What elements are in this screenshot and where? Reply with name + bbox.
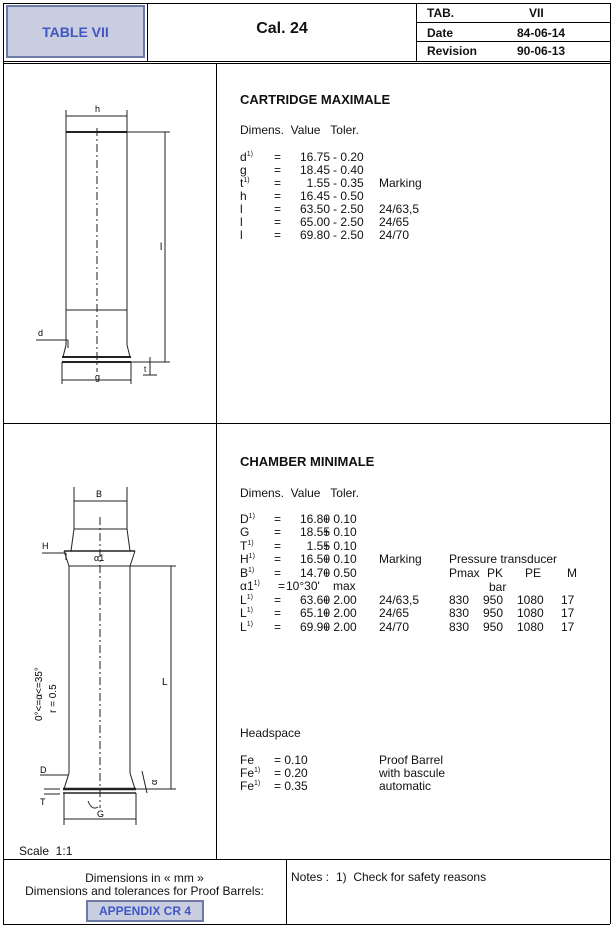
cartridge-row-3-value: 16.45 (299, 189, 330, 203)
appendix-badge (86, 900, 204, 922)
cartridge-row-6-dim-symbol: l (240, 228, 243, 242)
headspace-row-2-dim-symbol: Fe (240, 779, 255, 793)
headspace-row-1-dim-symbol: Fe (240, 766, 255, 780)
footer-dimensions-line2: Dimensions and tolerances for Proof Barrels: (25, 884, 264, 898)
label-L: L (162, 677, 168, 688)
pressure-row-0-pk: 950 (483, 593, 504, 607)
chamber-row-6-dim-symbol: L (240, 593, 247, 607)
cartridge-row-1-eq: = (274, 163, 282, 177)
pressure-col-pmax: Pmax (449, 566, 480, 580)
header-divider-2 (416, 3, 417, 61)
cartridge-row-2-dim-footnote: 1) (243, 177, 250, 184)
revision-label: Revision (427, 44, 478, 58)
headspace-row-2-dim (240, 780, 260, 793)
label-H: H (42, 541, 49, 551)
label-t: t (144, 365, 147, 374)
appendix-label: APPENDIX CR 4 (98, 904, 192, 918)
revision-value: 90-06-13 (517, 44, 566, 58)
footer-divider (3, 859, 610, 860)
chamber-row-3-note: Marking (379, 552, 422, 566)
chamber-row-1-eq: = (274, 525, 282, 539)
cartridge-row-3-dim-symbol: h (240, 189, 247, 203)
headspace-row-2-dim-footnote: 1) (254, 780, 261, 787)
chamber-row-0-tol: + 0.10 (323, 512, 357, 526)
label-d: d (38, 328, 44, 338)
chamber-row-3-eq: = (274, 552, 282, 566)
label-D: D (40, 765, 47, 775)
cartridge-row-2-value: 1.55 (306, 176, 330, 190)
cartridge-row-5-tol: - 2.50 (333, 215, 364, 229)
footer-dimensions-line1: Dimensions in « mm » (85, 871, 204, 885)
angle-note: 0°<=α<=35° (34, 667, 45, 721)
label-G: G (97, 809, 105, 819)
chamber-row-8-note: 24/70 (379, 620, 410, 634)
cartridge-row-4-note: 24/63,5 (379, 202, 420, 216)
pressure-col-pe: PE (525, 566, 542, 580)
label-B: B (96, 489, 103, 499)
chamber-row-7-dim-footnote: 1) (246, 607, 253, 614)
chamber-row-4-value: 14.70 (299, 566, 330, 580)
chamber-row-4-eq: = (274, 566, 282, 580)
pressure-row-2-pe: 1080 (517, 620, 544, 634)
pressure-row-2-m: 17 (561, 620, 575, 634)
chamber-row-8-value: 69.90 (299, 620, 330, 634)
frame-right (610, 3, 611, 924)
headspace-row-1-dim-footnote: 1) (254, 767, 261, 774)
chamber-row-7-note: 24/65 (379, 606, 410, 620)
pressure-title: Pressure transducer (449, 552, 558, 566)
cartridge-row-0-dim-footnote: 1) (246, 151, 253, 158)
table-badge-label: TABLE VII (42, 23, 109, 40)
chamber-row-5-value: 10°30' (286, 579, 320, 593)
cartridge-row-3-eq: = (274, 189, 282, 203)
cartridge-row-4-dim-symbol: l (240, 202, 243, 216)
chamber-row-5-dim-footnote: 1) (253, 580, 260, 587)
chamber-row-6-dim-footnote: 1) (246, 594, 253, 601)
cartridge-row-2-tol: - 0.35 (333, 176, 364, 190)
chamber-row-4-tol: + 0.50 (323, 566, 357, 580)
pressure-row-0-m: 17 (561, 593, 575, 607)
headspace-row-2-note: automatic (379, 779, 432, 793)
cartridge-row-6-note: 24/70 (379, 228, 410, 242)
chamber-row-3-value: 16.50 (299, 552, 330, 566)
chamber-row-3-dim-footnote: 1) (248, 553, 255, 560)
chamber-row-1-tol: + 0.10 (323, 525, 357, 539)
cartridge-row-6-tol: - 2.50 (333, 228, 364, 242)
chamber-col-headers: Dimens. Value Toler. (240, 486, 359, 500)
cartridge-drawing (0, 0, 216, 423)
chamber-row-5-tol: max (333, 579, 356, 593)
chamber-row-2-dim-symbol: T (240, 539, 248, 553)
footer-split (286, 859, 287, 924)
chamber-row-6-eq: = (274, 593, 282, 607)
label-l: l (160, 242, 163, 253)
chamber-row-6-value: 63.60 (299, 593, 330, 607)
chamber-row-8-dim-footnote: 1) (246, 621, 253, 628)
pressure-col-pk: PK (487, 566, 504, 580)
label-g: g (95, 372, 101, 382)
header-row-1 (416, 22, 610, 23)
headspace-row-0-dim-symbol: Fe (240, 753, 255, 767)
pressure-row-2-pk: 950 (483, 620, 504, 634)
chamber-row-7-value: 65.10 (299, 606, 330, 620)
pressure-row-1-pe: 1080 (517, 606, 544, 620)
chamber-row-6-note: 24/63,5 (379, 593, 420, 607)
notes-label: Notes : (291, 870, 330, 884)
headspace-row-0-value: = 0.10 (274, 753, 308, 767)
pressure-col-m: M (567, 566, 577, 580)
headspace-row-1-value: = 0.20 (274, 766, 308, 780)
chamber-row-5-dim (240, 580, 260, 593)
cartridge-row-4-eq: = (274, 202, 282, 216)
cartridge-title: CARTRIDGE MAXIMALE (240, 92, 391, 107)
chamber-row-7-dim (240, 607, 253, 620)
cartridge-row-1-value: 18.45 (299, 163, 330, 177)
cartridge-row-0-value: 16.75 (299, 150, 330, 164)
cartridge-row-6-eq: = (274, 228, 282, 242)
cartridge-row-6-value: 69.80 (299, 228, 330, 242)
pressure-unit: bar (489, 580, 507, 594)
cartridge-row-0-tol: - 0.20 (333, 150, 364, 164)
chamber-row-2-value: 1.55 (306, 539, 330, 553)
cartridge-row-3-tol: - 0.50 (333, 189, 364, 203)
cartridge-row-2-note: Marking (379, 176, 422, 190)
label-h: h (95, 104, 101, 114)
chamber-divider (216, 423, 217, 859)
cartridge-row-1-tol: - 0.40 (333, 163, 364, 177)
date-label: Date (427, 26, 454, 40)
chamber-row-8-dim (240, 621, 253, 634)
pressure-row-1-m: 17 (561, 606, 575, 620)
chamber-row-7-eq: = (274, 606, 282, 620)
headspace-row-2-value: = 0.35 (274, 779, 308, 793)
cartridge-row-4-tol: - 2.50 (333, 202, 364, 216)
chamber-row-3-tol: + 0.10 (323, 552, 357, 566)
chamber-row-5-eq: = (278, 579, 286, 593)
chamber-row-6-tol: + 2.00 (323, 593, 357, 607)
frame-bottom (3, 924, 610, 925)
notes-text: 1) Check for safety reasons (336, 870, 487, 884)
chamber-row-2-eq: = (274, 539, 282, 553)
pressure-row-2-pmax: 830 (449, 620, 470, 634)
pressure-row-0-pe: 1080 (517, 593, 544, 607)
tab-label: TAB. (427, 6, 455, 20)
cartridge-row-6-dim (240, 229, 243, 242)
pressure-row-1-pmax: 830 (449, 606, 470, 620)
chamber-row-0-dim-symbol: D (240, 512, 249, 526)
cartridge-divider (216, 63, 217, 423)
chamber-row-7-dim-symbol: L (240, 606, 247, 620)
headspace-title: Headspace (240, 726, 301, 740)
chamber-row-8-dim-symbol: L (240, 620, 247, 634)
cartridge-row-4-value: 63.50 (299, 202, 330, 216)
chamber-row-2-dim-footnote: 1) (247, 540, 254, 547)
label-alpha1: α1 (94, 553, 105, 563)
chamber-row-3-dim-symbol: H (240, 552, 249, 566)
chamber-drawing (0, 423, 216, 859)
chamber-row-5-dim-symbol: α1 (240, 579, 254, 593)
cartridge-row-2-eq: = (274, 176, 282, 190)
chamber-title: CHAMBER MINIMALE (240, 454, 375, 469)
scale-label: Scale 1:1 (19, 844, 73, 858)
pressure-row-1-pk: 950 (483, 606, 504, 620)
chamber-row-1-dim-symbol: G (240, 525, 250, 539)
headspace-row-0-note: Proof Barrel (379, 753, 444, 767)
chamber-row-8-eq: = (274, 620, 282, 634)
chamber-row-3-dim (240, 553, 255, 566)
cartridge-row-5-value: 65.00 (299, 215, 330, 229)
chamber-row-1-value: 18.55 (299, 525, 330, 539)
chamber-row-0-dim-footnote: 1) (248, 513, 255, 520)
label-alpha-side: α (149, 779, 159, 785)
header-row-2 (416, 41, 610, 42)
cartridge-row-0-dim-symbol: d (240, 150, 247, 164)
cartridge-row-5-dim-symbol: l (240, 215, 243, 229)
tab-value: VII (529, 6, 544, 20)
date-value: 84-06-14 (517, 26, 566, 40)
headspace-row-1-note: with bascule (379, 766, 446, 780)
cartridge-row-2-dim-symbol: t (240, 176, 244, 190)
cartridge-row-5-note: 24/65 (379, 215, 410, 229)
chamber-row-7-tol: + 2.00 (323, 606, 357, 620)
chamber-row-8-tol: + 2.00 (323, 620, 357, 634)
pressure-row-0-pmax: 830 (449, 593, 470, 607)
cartridge-row-5-eq: = (274, 215, 282, 229)
chamber-row-0-eq: = (274, 512, 282, 526)
label-T: T (40, 797, 46, 807)
chamber-row-1-dim (240, 526, 249, 539)
chamber-row-0-value: 16.80 (299, 512, 330, 526)
cartridge-row-1-dim-symbol: g (240, 163, 247, 177)
chamber-row-2-tol: + 0.10 (323, 539, 357, 553)
caliber-title: Cal. 24 (256, 20, 308, 37)
cartridge-col-headers: Dimens. Value Toler. (240, 123, 359, 137)
chamber-row-4-dim-footnote: 1) (248, 567, 255, 574)
chamber-row-4-dim-symbol: B (240, 566, 249, 580)
radius-note: r = 0.5 (48, 684, 59, 713)
cartridge-row-0-eq: = (274, 150, 282, 164)
